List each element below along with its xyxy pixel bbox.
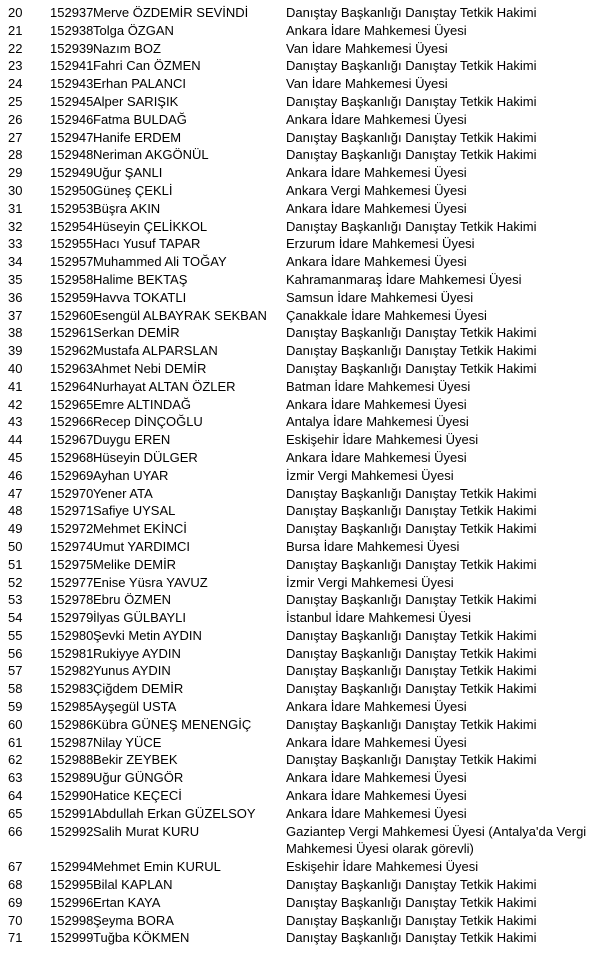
row-number: 31 xyxy=(8,200,23,216)
duty-post: Danıştay Başkanlığı Danıştay Tetkik Hakimi xyxy=(286,521,537,537)
row-number: 26 xyxy=(8,111,23,127)
duty-post: Kahramanmaraş İdare Mahkemesi Üyesi xyxy=(286,271,522,287)
registry-number: 152968 xyxy=(50,449,94,465)
duty-post: Danıştay Başkanlığı Danıştay Tetkik Hakimi xyxy=(286,485,537,501)
table-row xyxy=(0,378,600,396)
table-row xyxy=(0,858,600,876)
duty-post: Ankara İdare Mahkemesi Üyesi xyxy=(286,254,467,270)
duty-post: Batman İdare Mahkemesi Üyesi xyxy=(286,378,471,394)
registry-number: 152963 xyxy=(50,360,94,376)
duty-post: Van İdare Mahkemesi Üyesi xyxy=(286,40,448,56)
person-name: Uğur ŞANLI xyxy=(93,165,163,181)
person-name: Ahmet Nebi DEMİR xyxy=(93,360,207,376)
table-row xyxy=(0,520,600,538)
row-number: 22 xyxy=(8,40,23,56)
registry-number: 152961 xyxy=(50,325,94,341)
person-name: Enise Yüsra YAVUZ xyxy=(93,574,208,590)
duty-post: Ankara İdare Mahkemesi Üyesi xyxy=(286,165,467,181)
row-number: 28 xyxy=(8,147,23,163)
registry-number: 152971 xyxy=(50,503,94,519)
row-number: 45 xyxy=(8,449,23,465)
table-row xyxy=(0,253,600,271)
duty-post: Ankara İdare Mahkemesi Üyesi xyxy=(286,111,467,127)
table-row xyxy=(0,4,600,22)
table-row xyxy=(0,467,600,485)
registry-number: 152939 xyxy=(50,40,94,56)
person-name: Merve ÖZDEMİR SEVİNDİ xyxy=(93,5,249,20)
person-name: Mehmet EKİNCİ xyxy=(93,521,187,537)
registry-number: 152981 xyxy=(50,645,94,661)
row-number: 46 xyxy=(8,467,23,483)
row-number: 48 xyxy=(8,503,23,519)
duty-post: Eskişehir İdare Mahkemesi Üyesi xyxy=(286,432,479,448)
row-number: 24 xyxy=(8,76,23,92)
person-name: Emre ALTINDAĞ xyxy=(93,396,192,412)
registry-number: 152954 xyxy=(50,218,94,234)
registry-number: 152964 xyxy=(50,378,94,394)
table-row xyxy=(0,734,600,752)
table-row xyxy=(0,449,600,467)
table-row xyxy=(0,591,600,609)
registry-number: 152950 xyxy=(50,182,94,198)
duty-post: Danıştay Başkanlığı Danıştay Tetkik Hakimi xyxy=(286,360,537,376)
table-row xyxy=(0,200,600,218)
duty-post: Gaziantep Vergi Mahkemesi Üyesi (Antalya'da Vergi Mahkemesi Üyesi olarak görevli) xyxy=(286,823,587,857)
person-name: Bekir ZEYBEK xyxy=(93,752,178,768)
duty-post: Danıştay Başkanlığı Danıştay Tetkik Hakimi xyxy=(286,681,537,697)
table-row xyxy=(0,876,600,894)
registry-number: 152992 xyxy=(50,823,94,839)
table-row xyxy=(0,307,600,325)
person-name: Tuğba KÖKMEN xyxy=(93,930,190,946)
row-number: 37 xyxy=(8,307,23,323)
person-name: Tolga ÖZGAN xyxy=(93,22,174,38)
duty-post: Erzurum İdare Mahkemesi Üyesi xyxy=(286,236,475,252)
person-name: Halime BEKTAŞ xyxy=(93,271,188,287)
registry-number: 152965 xyxy=(50,396,94,412)
person-name: Nazım BOZ xyxy=(93,40,161,56)
table-row xyxy=(0,574,600,592)
registry-number: 152978 xyxy=(50,592,94,608)
person-name: Çiğdem DEMİR xyxy=(93,681,184,697)
duty-post: Danıştay Başkanlığı Danıştay Tetkik Hakimi xyxy=(286,894,537,910)
duty-post: Ankara Vergi Mahkemesi Üyesi xyxy=(286,182,467,198)
table-row xyxy=(0,894,600,912)
table-row xyxy=(0,111,600,129)
registry-number: 152953 xyxy=(50,200,94,216)
registry-number: 152987 xyxy=(50,734,94,750)
duty-post: Danıştay Başkanlığı Danıştay Tetkik Hakimi xyxy=(286,716,537,732)
table-row xyxy=(0,627,600,645)
person-name: Hüseyin ÇELİKKOL xyxy=(93,218,208,234)
duty-post: Danıştay Başkanlığı Danıştay Tetkik Hakimi xyxy=(286,129,537,145)
person-name: Alper SARIŞIK xyxy=(93,93,179,109)
row-number: 58 xyxy=(8,681,23,697)
registry-number: 152955 xyxy=(50,236,94,252)
row-number: 36 xyxy=(8,289,23,305)
registry-number: 152949 xyxy=(50,165,94,181)
table-row xyxy=(0,129,600,147)
duty-post: Danıştay Başkanlığı Danıştay Tetkik Hakimi xyxy=(286,5,537,20)
row-number: 41 xyxy=(8,378,23,394)
person-name: Nurhayat ALTAN ÖZLER xyxy=(93,378,236,394)
duty-post: Çanakkale İdare Mahkemesi Üyesi xyxy=(286,307,487,323)
duty-post: Danıştay Başkanlığı Danıştay Tetkik Hakimi xyxy=(286,930,537,946)
table-row xyxy=(0,485,600,503)
duty-post: Danıştay Başkanlığı Danıştay Tetkik Hakimi xyxy=(286,912,537,928)
registry-number: 152943 xyxy=(50,76,94,92)
row-number: 55 xyxy=(8,627,23,643)
registry-number: 152990 xyxy=(50,788,94,804)
duty-post: Ankara İdare Mahkemesi Üyesi xyxy=(286,770,467,786)
registry-number: 152974 xyxy=(50,538,94,554)
person-name: Salih Murat KURU xyxy=(93,823,200,839)
registry-number: 152979 xyxy=(50,610,94,626)
row-number: 25 xyxy=(8,93,23,109)
person-name: Abdullah Erkan GÜZELSOY xyxy=(93,805,256,821)
duty-post: Danıştay Başkanlığı Danıştay Tetkik Hakimi xyxy=(286,503,537,519)
row-number: 68 xyxy=(8,877,23,893)
person-name: Umut YARDIMCI xyxy=(93,538,191,554)
registry-number: 152958 xyxy=(50,271,94,287)
table-row xyxy=(0,556,600,574)
row-number: 20 xyxy=(8,5,23,20)
row-number: 52 xyxy=(8,574,23,590)
table-row xyxy=(0,680,600,698)
row-number: 27 xyxy=(8,129,23,145)
registry-number: 152977 xyxy=(50,574,94,590)
row-number: 29 xyxy=(8,165,23,181)
duty-post: Danıştay Başkanlığı Danıştay Tetkik Hakimi xyxy=(286,325,537,341)
table-row xyxy=(0,360,600,378)
person-name: Hacı Yusuf TAPAR xyxy=(93,236,201,252)
table-row xyxy=(0,182,600,200)
table-row xyxy=(0,769,600,787)
person-name: Şevki Metin AYDIN xyxy=(93,627,202,643)
registry-number: 152948 xyxy=(50,147,94,163)
row-number: 56 xyxy=(8,645,23,661)
duty-post: Bursa İdare Mahkemesi Üyesi xyxy=(286,538,460,554)
duty-post: Ankara İdare Mahkemesi Üyesi xyxy=(286,449,467,465)
registry-number: 152991 xyxy=(50,805,94,821)
person-name: Güneş ÇEKLİ xyxy=(93,182,173,198)
table-row xyxy=(0,787,600,805)
person-name: Mustafa ALPARSLAN xyxy=(93,343,218,359)
duty-post: Danıştay Başkanlığı Danıştay Tetkik Hakimi xyxy=(286,58,537,74)
row-number: 70 xyxy=(8,912,23,928)
person-name: Melike DEMİR xyxy=(93,556,177,572)
table-row xyxy=(0,324,600,342)
table-row xyxy=(0,22,600,40)
registry-number: 152957 xyxy=(50,254,94,270)
person-name: Neriman AKGÖNÜL xyxy=(93,147,209,163)
duty-post: Danıştay Başkanlığı Danıştay Tetkik Hakimi xyxy=(286,627,537,643)
registry-number: 152980 xyxy=(50,627,94,643)
duty-post: Ankara İdare Mahkemesi Üyesi xyxy=(286,396,467,412)
registry-number: 152947 xyxy=(50,129,94,145)
duty-post: Ankara İdare Mahkemesi Üyesi xyxy=(286,805,467,821)
registry-number: 152994 xyxy=(50,859,94,875)
duty-post: Ankara İdare Mahkemesi Üyesi xyxy=(286,699,467,715)
person-name: Ayhan UYAR xyxy=(93,467,169,483)
table-row xyxy=(0,164,600,182)
row-number: 71 xyxy=(8,930,23,946)
duty-post: Eskişehir İdare Mahkemesi Üyesi xyxy=(286,859,479,875)
row-number: 62 xyxy=(8,752,23,768)
registry-number: 152983 xyxy=(50,681,94,697)
row-number: 47 xyxy=(8,485,23,501)
person-name: Hüseyin DÜLGER xyxy=(93,449,198,465)
registry-number: 152982 xyxy=(50,663,94,679)
person-name: Ayşegül USTA xyxy=(93,699,177,715)
table-row xyxy=(0,912,600,930)
duty-post: Danıştay Başkanlığı Danıştay Tetkik Hakimi xyxy=(286,877,537,893)
row-number: 60 xyxy=(8,716,23,732)
person-name: Nilay YÜCE xyxy=(93,734,162,750)
row-number: 64 xyxy=(8,788,23,804)
table-row xyxy=(0,823,600,859)
duty-post: Ankara İdare Mahkemesi Üyesi xyxy=(286,788,467,804)
person-name: Bilal KAPLAN xyxy=(93,877,173,893)
table-row xyxy=(0,751,600,769)
person-name: İlyas GÜLBAYLI xyxy=(93,610,186,626)
registry-number: 152969 xyxy=(50,467,94,483)
duty-post: Danıştay Başkanlığı Danıştay Tetkik Hakimi xyxy=(286,343,537,359)
person-name: Erhan PALANCI xyxy=(93,76,186,92)
duty-post: Danıştay Başkanlığı Danıştay Tetkik Hakimi xyxy=(286,752,537,768)
table-row xyxy=(0,502,600,520)
duty-post: Danıştay Başkanlığı Danıştay Tetkik Hakimi xyxy=(286,592,537,608)
row-number: 54 xyxy=(8,610,23,626)
duty-post: Danıştay Başkanlığı Danıştay Tetkik Hakimi xyxy=(286,147,537,163)
row-number: 69 xyxy=(8,894,23,910)
row-number: 63 xyxy=(8,770,23,786)
duty-post: Ankara İdare Mahkemesi Üyesi xyxy=(286,22,467,38)
registry-number: 152986 xyxy=(50,716,94,732)
registry-number: 152938 xyxy=(50,22,94,38)
person-name: Recep DİNÇOĞLU xyxy=(93,414,203,430)
duty-post: Danıştay Başkanlığı Danıştay Tetkik Hakimi xyxy=(286,218,537,234)
table-row xyxy=(0,342,600,360)
person-name: Havva TOKATLI xyxy=(93,289,187,305)
person-name: Duygu EREN xyxy=(93,432,171,448)
row-number: 38 xyxy=(8,325,23,341)
registry-number: 152946 xyxy=(50,111,94,127)
registry-number: 152937 xyxy=(50,5,94,20)
table-row xyxy=(0,75,600,93)
registry-number: 152996 xyxy=(50,894,94,910)
registry-number: 152988 xyxy=(50,752,94,768)
table-row xyxy=(0,431,600,449)
table-row xyxy=(0,57,600,75)
table-row xyxy=(0,93,600,111)
person-name: Büşra AKIN xyxy=(93,200,161,216)
table-row xyxy=(0,716,600,734)
duty-post: Van İdare Mahkemesi Üyesi xyxy=(286,76,448,92)
table-row xyxy=(0,538,600,556)
duty-post: Danıştay Başkanlığı Danıştay Tetkik Hakimi xyxy=(286,645,537,661)
person-name: Yener ATA xyxy=(93,485,153,501)
row-number: 53 xyxy=(8,592,23,608)
person-name: Safiye UYSAL xyxy=(93,503,176,519)
row-number: 43 xyxy=(8,414,23,430)
row-number: 61 xyxy=(8,734,23,750)
registry-number: 152998 xyxy=(50,912,94,928)
registry-number: 152995 xyxy=(50,877,94,893)
table-row xyxy=(0,146,600,164)
person-name: Uğur GÜNGÖR xyxy=(93,770,184,786)
row-number: 59 xyxy=(8,699,23,715)
table-row xyxy=(0,805,600,823)
registry-number: 152985 xyxy=(50,699,94,715)
table-row xyxy=(0,662,600,680)
row-number: 35 xyxy=(8,271,23,287)
registry-number: 152960 xyxy=(50,307,94,323)
duty-post: Danıştay Başkanlığı Danıştay Tetkik Hakimi xyxy=(286,556,537,572)
person-name: Muhammed Ali TOĞAY xyxy=(93,254,227,270)
table-row xyxy=(0,271,600,289)
row-number: 57 xyxy=(8,663,23,679)
person-name: Kübra GÜNEŞ MENENGİÇ xyxy=(93,716,252,732)
duty-post: İzmir Vergi Mahkemesi Üyesi xyxy=(286,467,454,483)
table-row xyxy=(0,698,600,716)
row-number: 32 xyxy=(8,218,23,234)
registry-number: 152945 xyxy=(50,93,94,109)
registry-number: 152966 xyxy=(50,414,94,430)
duty-post: İzmir Vergi Mahkemesi Üyesi xyxy=(286,574,454,590)
table-row xyxy=(0,645,600,663)
duty-post: Danıştay Başkanlığı Danıştay Tetkik Hakimi xyxy=(286,663,537,679)
row-number: 21 xyxy=(8,22,23,38)
registry-number: 152972 xyxy=(50,521,94,537)
table-row xyxy=(0,396,600,414)
person-name: Serkan DEMİR xyxy=(93,325,180,341)
registry-number: 152967 xyxy=(50,432,94,448)
row-number: 23 xyxy=(8,58,23,74)
row-number: 50 xyxy=(8,538,23,554)
person-name: Yunus AYDIN xyxy=(93,663,171,679)
row-number: 44 xyxy=(8,432,23,448)
registry-number: 152959 xyxy=(50,289,94,305)
row-number: 67 xyxy=(8,859,23,875)
person-name: Rukiyye AYDIN xyxy=(93,645,181,661)
person-name: Hatice KEÇECİ xyxy=(93,788,182,804)
row-number: 34 xyxy=(8,254,23,270)
table-row xyxy=(0,218,600,236)
person-name: Ertan KAYA xyxy=(93,894,161,910)
appointment-list xyxy=(0,4,600,947)
row-number: 65 xyxy=(8,805,23,821)
registry-number: 152975 xyxy=(50,556,94,572)
row-number: 42 xyxy=(8,396,23,412)
table-row xyxy=(0,289,600,307)
registry-number: 152989 xyxy=(50,770,94,786)
row-number: 39 xyxy=(8,343,23,359)
row-number: 30 xyxy=(8,182,23,198)
person-name: Şeyma BORA xyxy=(93,912,174,928)
registry-number: 152941 xyxy=(50,58,94,74)
person-name: Fatma BULDAĞ xyxy=(93,111,187,127)
duty-post: Samsun İdare Mahkemesi Üyesi xyxy=(286,289,474,305)
duty-post: Ankara İdare Mahkemesi Üyesi xyxy=(286,734,467,750)
person-name: Hanife ERDEM xyxy=(93,129,182,145)
person-name: Esengül ALBAYRAK SEKBAN xyxy=(93,307,267,323)
table-row xyxy=(0,235,600,253)
row-number: 49 xyxy=(8,521,23,537)
duty-post: Danıştay Başkanlığı Danıştay Tetkik Hakimi xyxy=(286,93,537,109)
registry-number: 152970 xyxy=(50,485,94,501)
person-name: Ebru ÖZMEN xyxy=(93,592,172,608)
row-number: 33 xyxy=(8,236,23,252)
table-row xyxy=(0,929,600,947)
person-name: Fahri Can ÖZMEN xyxy=(93,58,201,74)
duty-post: Ankara İdare Mahkemesi Üyesi xyxy=(286,200,467,216)
registry-number: 152999 xyxy=(50,930,94,946)
row-number: 66 xyxy=(8,823,23,839)
duty-post: Antalya İdare Mahkemesi Üyesi xyxy=(286,414,469,430)
table-row xyxy=(0,609,600,627)
person-name: Mehmet Emin KURUL xyxy=(93,859,221,875)
table-row xyxy=(0,40,600,58)
table-row xyxy=(0,413,600,431)
registry-number: 152962 xyxy=(50,343,94,359)
row-number: 40 xyxy=(8,360,23,376)
duty-post: İstanbul İdare Mahkemesi Üyesi xyxy=(286,610,471,626)
row-number: 51 xyxy=(8,556,23,572)
